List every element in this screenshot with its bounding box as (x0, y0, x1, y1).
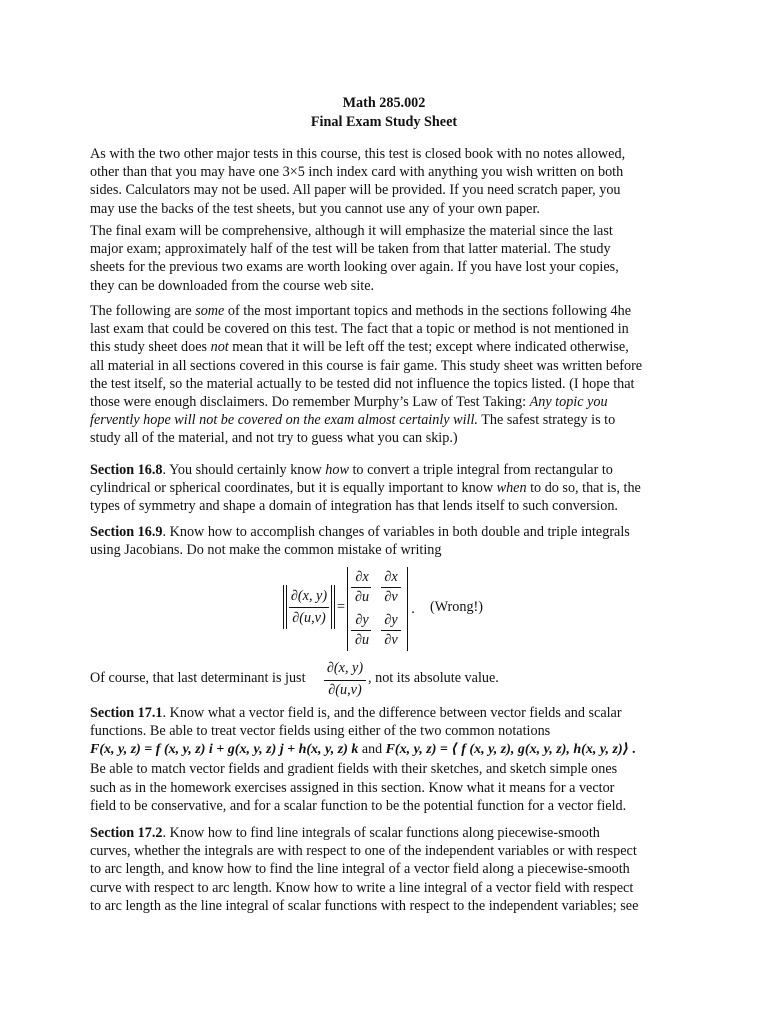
section-label: Section 16.9 (90, 524, 163, 540)
text-line: As with the two other major tests in this course, this test is closed book with no notes allowed, (90, 146, 626, 162)
section-label: Section 16.8 (90, 462, 163, 478)
section-16-9 (90, 523, 682, 559)
text-line: The final exam will be comprehensive, although it will emphasize the material since the last (90, 223, 613, 239)
course-title: Math 285.002 (342, 95, 426, 111)
text-line: sheets for the previous two exams are worth looking over again. If you have lost your copies, (90, 259, 619, 276)
emphasis: some (195, 303, 225, 319)
fraction-line (289, 607, 329, 608)
text-line: study all of the material, and not try to guess what you can skip.) (90, 430, 458, 447)
fraction-numerator: ∂(x, y) (326, 660, 364, 676)
text-line: , not its absolute value. (368, 670, 499, 686)
intro-paragraph-3 (90, 302, 682, 448)
text-line: functions. Be able to treat vector fields using either of the two common notations (90, 723, 551, 740)
matrix-entry: ∂v (384, 632, 398, 648)
text-line: to arc length as the line integral of scalar functions with respect to the independent variables; see (90, 897, 639, 914)
text-line: curves, whether the integrals are with respect to one of the independent variables or with respect (90, 843, 637, 860)
text-line: the test itself, so the material actually to be tested did not influence the topics listed. (I hope that (90, 375, 635, 392)
matrix-entry: ∂y (384, 612, 398, 628)
equals-sign: = (336, 599, 345, 615)
text-line: using Jacobians. Do not make the common mistake of writing (90, 542, 442, 559)
text-line: all material in all sections covered in this course is fair game. This study sheet was written before (90, 357, 643, 374)
fraction-denominator: ∂(u,v) (328, 682, 362, 698)
matrix-entry: ∂y (355, 612, 369, 628)
matrix-entry: ∂x (384, 569, 398, 585)
matrix-entry: ∂v (384, 589, 398, 605)
intro-paragraph-2 (90, 222, 682, 295)
text-line: Of course, that last determinant is just (90, 670, 306, 686)
text-line: Section 16.8. You should certainly know how to convert a triple integral from rectangular to (90, 462, 613, 478)
matrix-entry: ∂u (354, 632, 370, 648)
text-line: sides. Calculators may not be used. All paper will be provided. If you need scratch paper, you (90, 182, 621, 199)
text-line: Be able to match vector fields and gradient fields with their sketches, and sketch simple ones (90, 761, 618, 778)
section-17-2 (90, 824, 682, 915)
text-line: field to be conservative, and for a scalar function to be the potential function for a vector field. (90, 797, 627, 814)
emphasis: not (210, 339, 229, 356)
section-label: Section 17.2 (90, 825, 163, 841)
abs-bar (283, 585, 284, 629)
period: . (411, 601, 415, 617)
text-line: they can be downloaded from the course web site. (90, 277, 375, 294)
text-line: Section 17.2. Know how to find line integrals of scalar functions along piecewise-smooth (90, 825, 600, 841)
emphasis: when (496, 480, 527, 497)
text-line: fervently hope will not be covered on the exam almost certainly will. The safest strategy is to (90, 412, 616, 429)
vector-notation-2: F(x, y, z) = ⟨ f (x, y, z), g(x, y, z), h(x, y, z)⟩ . (385, 742, 637, 758)
text-line: last exam that could be covered on this test. The fact that a topic or method is not mentioned in (90, 321, 629, 338)
document-header (0, 94, 768, 132)
abs-bar (331, 585, 332, 629)
text-line: this study sheet does not mean that it will be left off the test; except where indicated otherwise, (90, 339, 629, 356)
text-line: curve with respect to arc length. Know how to write a line integral of a vector field with respect (90, 879, 634, 896)
text-line: major exam; approximately half of the test will be taken from that latter material. The study (90, 241, 611, 258)
matrix-entry: ∂u (354, 589, 370, 605)
vector-notation-1: F(x, y, z) = f (x, y, z) i + g(x, y, z) j + h(x, y, z) k (90, 742, 359, 758)
text-line: types of symmetry and shape a domain of integration has that lends itself to such conversion. (90, 498, 618, 515)
intro-paragraph-1 (90, 145, 682, 218)
section-16-8 (90, 461, 682, 516)
matrix-entry: ∂x (355, 569, 369, 585)
determinant-bar (407, 567, 408, 651)
text-line: The following are some of the most important topics and methods in the sections following 4he (90, 303, 632, 319)
section-label: Section 17.1 (90, 705, 163, 721)
wrong-note: (Wrong!) (430, 599, 484, 615)
text-line: may use the backs of the test sheets, but you cannot use any of your own paper. (90, 200, 540, 217)
emphasis: how (325, 462, 349, 478)
text-line: Section 16.9. Know how to accomplish changes of variables in both double and triple integrals (90, 524, 630, 540)
jacobian-numerator: ∂(x, y) (290, 588, 328, 604)
text-line: those were enough disclaimers. Do remember Murphy’s Law of Test Taking: Any topic you (90, 394, 608, 411)
abs-bar (286, 585, 287, 629)
notation-line: F(x, y, z) = f (x, y, z) i + g(x, y, z) j + h(x, y, z) k and F(x, y, z) = ⟨ f (x, y, z), g(x, y, z), h(x, y, z)⟩ . (90, 742, 637, 758)
text-line: Section 17.1. Know what a vector field is, and the difference between vector fields and scalar (90, 705, 622, 721)
determinant-bar (347, 567, 348, 651)
text-line: other than that you may have one 3×5 inch index card with anything you wish written on both (90, 164, 624, 181)
text-line: to arc length, and know how to find the line integral of a vector field along a piecewise-smooth (90, 861, 630, 878)
emphasis: fervently hope will not be covered on the exam almost certainly will. (90, 412, 478, 429)
jacobian-denominator: ∂(u,v) (292, 610, 326, 626)
emphasis: Any topic you (529, 394, 608, 411)
text-line: such as in the homework exercises assigned in this section. Know what it means for a vector (90, 779, 615, 796)
page-title: Final Exam Study Sheet (310, 114, 458, 130)
text-line: cylindrical or spherical coordinates, but it is equally important to know when to do so, that is, the (90, 480, 641, 497)
section-17-1 (90, 704, 682, 815)
